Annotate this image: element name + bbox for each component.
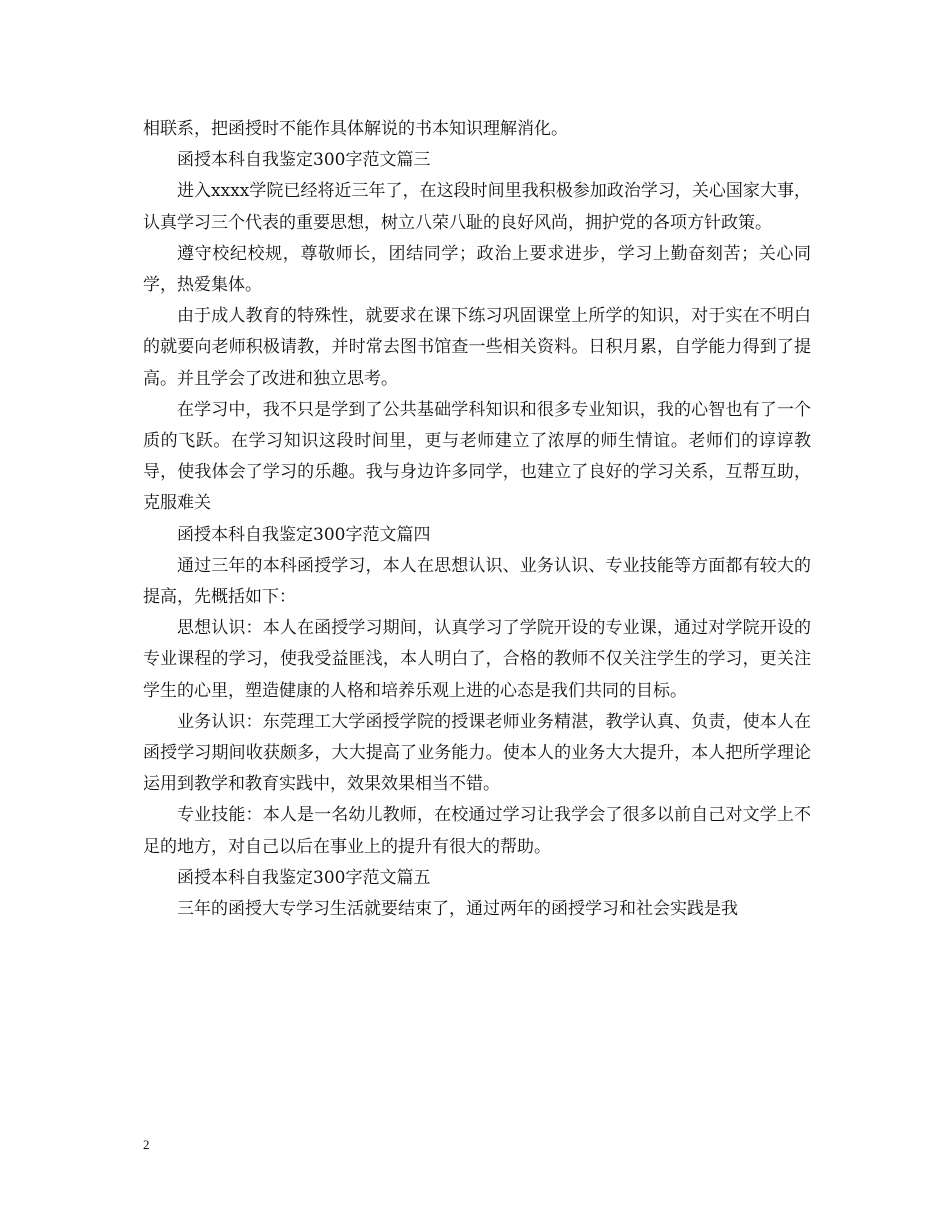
- paragraph: 三年的函授大专学习生活就要结束了，通过两年的函授学习和社会实践是我: [177, 899, 738, 920]
- paragraph: 相联系，把函授时不能作具体解说的书本知识理解消化。: [143, 119, 568, 139]
- paragraph: 业务认识：东莞理工大学函授学院的授课老师业务精湛，教学认真、负责，使本人在函授学习期间收获颇多，大大提高了业务能力。使本人的业务大大提升，本人把所学理论运用到教学和教育实践中，效果效果相当不错。: [143, 711, 811, 795]
- paragraph: 思想认识：本人在函授学习期间，认真学习了学院开设的专业课，通过对学院开设的专业课程的学习，使我受益匪浅，本人明白了，合格的教师不仅关注学生的学习，更关注学生的心里，塑造健康的人格和培养乐观上进的心态是我们共同的目标。: [143, 618, 811, 701]
- paragraph: 通过三年的本科函授学习，本人在思想认识、业务认识、专业技能等方面都有较大的提高，先概括如下：: [143, 555, 811, 608]
- page-number: 2: [143, 1137, 150, 1152]
- paragraph: 函授本科自我鉴定300字范文篇四: [177, 524, 431, 545]
- paragraph: 函授本科自我鉴定300字范文篇五: [177, 867, 431, 888]
- document-body: [143, 114, 811, 925]
- paragraph: 遵守校纪校规，尊敬师长，团结同学；政治上要求进步，学习上勤奋刻苦；关心同学，热爱集体。: [143, 243, 811, 296]
- paragraph: 由于成人教育的特殊性，就要求在课下练习巩固课堂上所学的知识，对于实在不明白的就要向老师积极请教，并时常去图书馆查一些相关资料。日积月累，自学能力得到了提高。并且学会了改进和独立思考。: [143, 306, 811, 389]
- paragraph: 专业技能：本人是一名幼儿教师，在校通过学习让我学会了很多以前自己对文学上不足的地方，对自己以后在事业上的提升有很大的帮助。: [143, 805, 811, 857]
- paragraph: 在学习中，我不只是学到了公共基础学科知识和很多专业知识，我的心智也有了一个质的飞跃。在学习知识这段时间里，更与老师建立了浓厚的师生情谊。老师们的谆谆教导，使我体会了学习的乐趣。我与身边许多同学，也建立了良好的学习关系，互帮互助，克服难关: [143, 399, 811, 514]
- paragraph: 函授本科自我鉴定300字范文篇三: [177, 150, 431, 171]
- paragraph: 进入xxxx学院已经将近三年了，在这段时间里我积极参加政治学习，关心国家大事，认真学习三个代表的重要思想，树立八荣八耻的良好风尚，拥护党的各项方针政策。: [143, 181, 811, 233]
